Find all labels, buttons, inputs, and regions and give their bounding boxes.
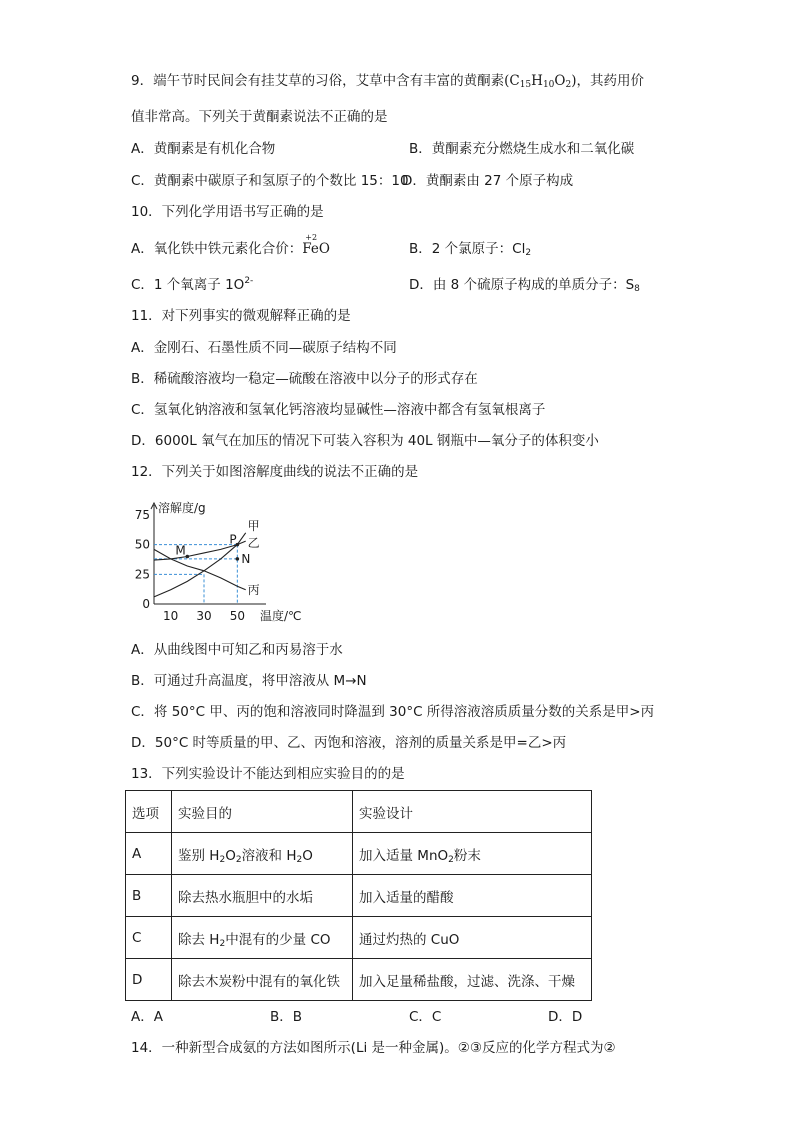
q10-option-c: C．1 个氧离子 $1O^{2-}$ <box>131 276 254 293</box>
experiment-table <box>125 790 592 1001</box>
y-tick-label: 0 <box>142 597 150 611</box>
flavone-formula: $(C_{15}H_{10}O_2)$ <box>504 73 577 90</box>
q12-option-b: B．可通过升高温度，将甲溶液从 M→N <box>131 673 367 689</box>
q9-option-d: D．黄酮素由 27 个原子构成 <box>402 173 574 189</box>
q13-option-d: D．D <box>548 1009 583 1025</box>
x-tick-label: 10 <box>163 609 179 623</box>
series-label: 乙 <box>247 536 260 551</box>
q13-stem: 13．下列实验设计不能达到相应实验目的的是 <box>131 766 405 782</box>
table-row <box>126 875 592 917</box>
q9-option-c: C．黄酮素中碳原子和氢原子的个数比 15：10 <box>131 173 409 189</box>
q10-option-b: B．2 个氯原子：$Cl_2$ <box>409 241 532 258</box>
row-design: 加入适量的醋酸 <box>353 875 592 917</box>
row-purpose: 鉴别 $H_2O_2$溶液和 $H_2O$ <box>172 833 353 875</box>
q14-stem: 14．一种新型合成氨的方法如图所示(Li 是一种金属)。②③反应的化学方程式为② <box>131 1040 616 1056</box>
row-option: B <box>126 875 172 917</box>
q13-option-c: C．C <box>409 1009 442 1025</box>
q11-option-a: A．金刚石、石墨性质不同—碳原子结构不同 <box>131 340 397 356</box>
table-row <box>126 917 592 959</box>
row-design: 通过灼热的 CuO <box>353 917 592 959</box>
x-axis-label: 温度/℃ <box>260 609 302 623</box>
x-tick-label: 50 <box>229 609 245 623</box>
q9-option-a: A．黄酮素是有机化合物 <box>131 141 276 157</box>
q11-option-c: C．氢氧化钠溶液和氢氧化钙溶液均显碱性—溶液中都含有氢氧根离子 <box>131 402 546 418</box>
y-tick-label: 75 <box>134 507 150 522</box>
solubility-chart <box>134 500 310 626</box>
point-label: N <box>241 551 251 566</box>
q11-stem: 11．对下列事实的微观解释正确的是 <box>131 308 351 324</box>
x-tick-label: 30 <box>196 609 212 623</box>
q9-option-b: B．黄酮素充分燃烧生成水和二氧化碳 <box>409 141 635 157</box>
q10-stem: 10．下列化学用语书写正确的是 <box>131 204 324 220</box>
point-N <box>236 557 240 561</box>
q13-option-b: B．B <box>270 1009 303 1025</box>
q12-option-d: D．50°C 时等质量的甲、乙、丙饱和溶液，溶剂的质量关系是甲=乙>丙 <box>131 735 567 751</box>
table-row <box>126 959 592 1001</box>
row-purpose: 除去 $H_2$中混有的少量 CO <box>172 917 353 959</box>
q11-option-b: B．稀硫酸溶液均一稳定—硫酸在溶液中以分子的形式存在 <box>131 371 478 387</box>
q10-option-d: D．由 8 个硫原子构成的单质分子：$S_8$ <box>409 277 640 294</box>
header-option: 选项 <box>126 791 172 833</box>
curve-丙 <box>154 549 246 589</box>
row-design: 加入适量 MnO$_2$粉末 <box>353 833 592 875</box>
point-label: P <box>229 532 237 547</box>
row-purpose: 除去木炭粉中混有的氧化铁 <box>172 959 353 1001</box>
y-axis-label: 溶解度/g <box>158 501 206 515</box>
row-option: D <box>126 959 172 1001</box>
row-option: A <box>126 833 172 875</box>
q11-option-d: D．6000L 氧气在加压的情况下可装入容积为 40L 钢瓶中—氧分子的体积变小 <box>131 433 599 449</box>
series-label: 丙 <box>247 582 260 597</box>
q12-option-a: A．从曲线图中可知乙和丙易溶于水 <box>131 642 343 658</box>
iron-oxide-valence-formula: +2 FeO <box>302 233 330 257</box>
q12-stem: 12．下列关于如图溶解度曲线的说法不正确的是 <box>131 464 419 480</box>
table-header-row <box>126 791 592 833</box>
q13-option-a: A．A <box>131 1009 163 1025</box>
q9-stem-line1: 9．端午节时民间会有挂艾草的习俗，艾草中含有丰富的黄酮素$(C_{15}H_{10}O_2)$，其药用价 <box>131 73 644 90</box>
q12-option-c: C．将 50°C 甲、丙的饱和溶液同时降温到 30°C 所得溶液溶质质量分数的关系是甲>丙 <box>131 704 655 720</box>
q10-option-a: A．氧化铁中铁元素化合价： +2 FeO <box>131 233 330 257</box>
q9-stem-line2: 值非常高。下列关于黄酮素说法不正确的是 <box>131 109 388 125</box>
point-M <box>186 555 190 559</box>
row-purpose: 除去热水瓶胆中的水垢 <box>172 875 353 917</box>
series-label: 甲 <box>247 518 260 533</box>
y-tick-label: 25 <box>134 567 150 582</box>
y-tick-label: 50 <box>134 537 150 552</box>
row-option: C <box>126 917 172 959</box>
header-purpose: 实验目的 <box>172 791 353 833</box>
header-design: 实验设计 <box>353 791 592 833</box>
point-label: M <box>175 543 186 558</box>
row-design: 加入足量稀盐酸，过滤、洗涤、干燥 <box>353 959 592 1001</box>
table-row <box>126 833 592 875</box>
